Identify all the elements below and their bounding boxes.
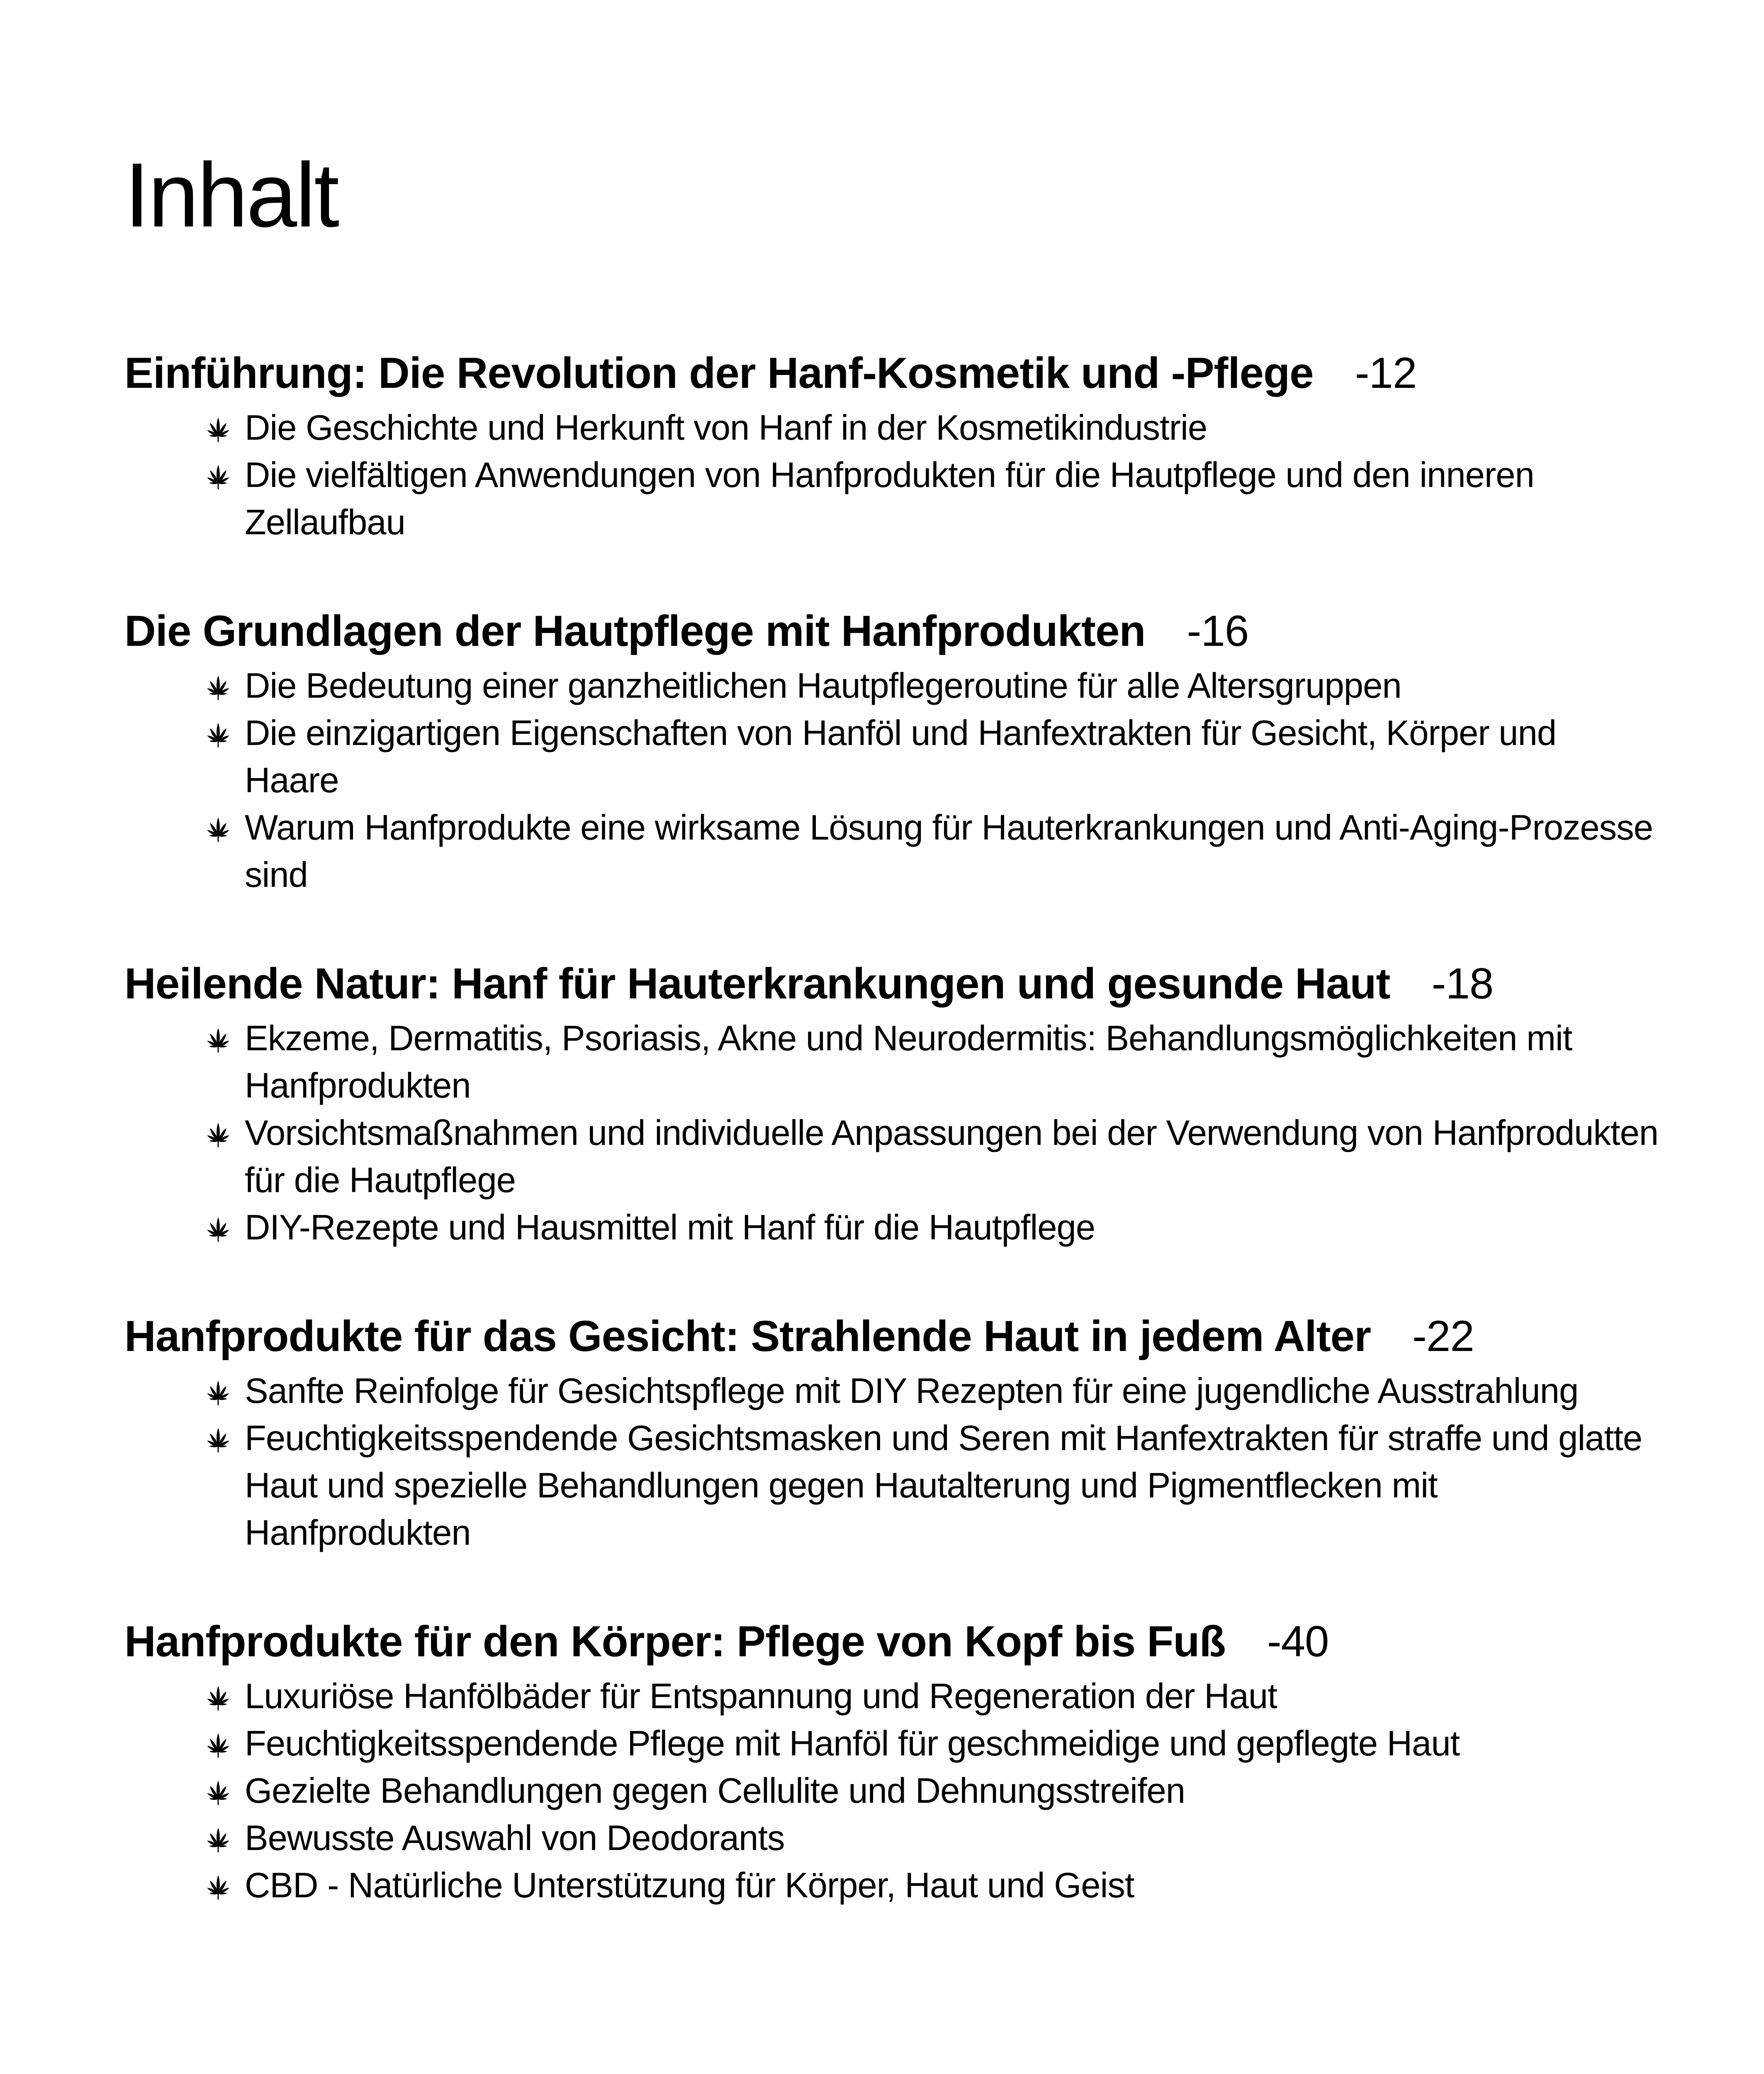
list-item-text: Die Bedeutung einer ganzheitlichen Hautpflegeroutine für alle Altersgruppen [245, 666, 1401, 706]
list-item [203, 404, 1659, 452]
table-of-contents [124, 344, 1659, 1965]
hemp-leaf-icon [203, 1215, 233, 1242]
hemp-leaf-icon [203, 1826, 233, 1853]
section-title: Die Grundlagen der Hautpflege mit Hanfprodukten [124, 607, 1146, 655]
hemp-leaf-icon [203, 721, 233, 748]
toc-section [124, 1613, 1659, 1909]
hemp-leaf-icon [203, 1684, 233, 1711]
section-items [124, 1673, 1659, 1909]
list-item-text: Warum Hanfprodukte eine wirksame Lösung für Hauterkrankungen und Anti-Aging-Prozesse sind [245, 808, 1653, 895]
hemp-leaf-icon [203, 815, 233, 842]
list-item [203, 662, 1659, 710]
section-items [124, 662, 1659, 899]
page-title: Inhalt [124, 144, 338, 246]
list-item-text: Luxuriöse Hanfölbäder für Entspannung und Regeneration der Haut [245, 1677, 1277, 1716]
list-item-text: Sanfte Reinfolge für Gesichtspflege mit DIY Rezepten für eine jugendliche Ausstrahlung [245, 1371, 1579, 1411]
list-item-text: Die einzigartigen Eigenschaften von Hanföl und Hanfextrakten für Gesicht, Körper und Haare [245, 713, 1557, 800]
list-item-text: Gezielte Behandlungen gegen Cellulite und Dehnungsstreifen [245, 1771, 1185, 1811]
section-heading [124, 344, 1659, 402]
list-item-text: Feuchtigkeitsspendende Gesichtsmasken und Seren mit Hanfextrakten für straffe und glatte Haut und spezielle Behandlungen gegen Hautalterung und Pigmentflecken mit Hanfprodukten [245, 1419, 1642, 1553]
section-items [124, 1368, 1659, 1557]
list-item [203, 1015, 1659, 1110]
section-heading [124, 602, 1659, 660]
hemp-leaf-icon [203, 673, 233, 701]
list-item-text: CBD - Natürliche Unterstützung für Körper, Haut und Geist [245, 1866, 1134, 1905]
section-title: Hanfprodukte für den Körper: Pflege von Kopf bis Fuß [124, 1617, 1226, 1666]
list-item [203, 1815, 1659, 1862]
list-item-text: DIY-Rezepte und Hausmittel mit Hanf für die Hautpflege [245, 1208, 1095, 1247]
section-title: Heilende Natur: Hanf für Hauterkrankungen und gesunde Haut [124, 959, 1390, 1008]
toc-section [124, 955, 1659, 1251]
list-item [203, 452, 1659, 546]
list-item [203, 1720, 1659, 1767]
section-page-ref: -40 [1267, 1617, 1329, 1666]
hemp-leaf-icon [203, 1026, 233, 1053]
list-item [203, 1368, 1659, 1415]
list-item [203, 710, 1659, 804]
section-items [124, 1015, 1659, 1251]
list-item-text: Ekzeme, Dermatitis, Psoriasis, Akne und Neurodermitis: Behandlungsmöglichkeiten mit Hanfprodukten [245, 1019, 1572, 1105]
hemp-leaf-icon [203, 1120, 233, 1148]
section-page-ref: -18 [1431, 959, 1494, 1008]
hemp-leaf-icon [203, 1778, 233, 1806]
section-title: Hanfprodukte für das Gesicht: Strahlende Haut in jedem Alter [124, 1312, 1371, 1361]
hemp-leaf-icon [203, 463, 233, 490]
hemp-leaf-icon [203, 1731, 233, 1758]
list-item [203, 1415, 1659, 1557]
list-item-text: Die Geschichte und Herkunft von Hanf in der Kosmetikindustrie [245, 408, 1207, 448]
toc-section [124, 602, 1659, 899]
section-heading [124, 1613, 1659, 1671]
section-heading [124, 1307, 1659, 1366]
list-item [203, 1673, 1659, 1720]
list-item [203, 1110, 1659, 1204]
toc-section [124, 1307, 1659, 1557]
list-item-text: Feuchtigkeitsspendende Pflege mit Hanföl für geschmeidige und gepflegte Haut [245, 1724, 1460, 1763]
section-items [124, 404, 1659, 546]
list-item [203, 1767, 1659, 1815]
list-item-text: Die vielfältigen Anwendungen von Hanfprodukten für die Hautpflege und den inneren Zellaufbau [245, 455, 1534, 542]
list-item [203, 1862, 1659, 1909]
list-item-text: Bewusste Auswahl von Deodorants [245, 1818, 785, 1858]
section-page-ref: -16 [1187, 607, 1249, 655]
hemp-leaf-icon [203, 415, 233, 443]
list-item-text: Vorsichtsmaßnahmen und individuelle Anpassungen bei der Verwendung von Hanfprodukten für die Hautpflege [245, 1113, 1659, 1200]
section-page-ref: -22 [1412, 1312, 1474, 1361]
section-page-ref: -12 [1355, 349, 1417, 397]
toc-section [124, 344, 1659, 546]
list-item [203, 804, 1659, 899]
hemp-leaf-icon [203, 1426, 233, 1453]
hemp-leaf-icon [203, 1378, 233, 1406]
section-heading [124, 955, 1659, 1013]
hemp-leaf-icon [203, 1873, 233, 1900]
list-item [203, 1204, 1659, 1251]
section-title: Einführung: Die Revolution der Hanf-Kosmetik und -Pflege [124, 349, 1314, 397]
